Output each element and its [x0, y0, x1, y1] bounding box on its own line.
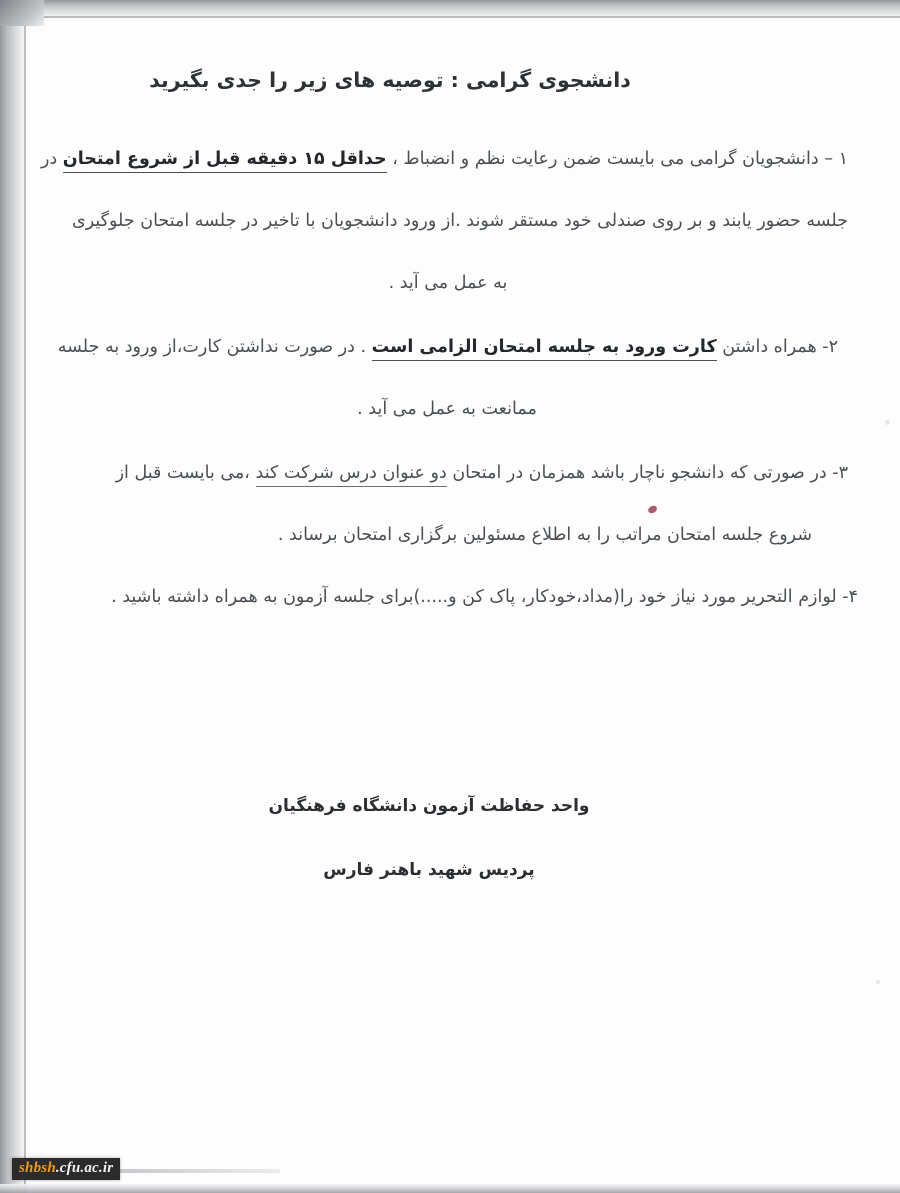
notice-item-3-line-2: شروع جلسه امتحان مراتب را به اطلاع مسئولین برگزاری امتحان برساند .	[277, 525, 812, 545]
signature-line-1: واحد حفاظت آزمون دانشگاه فرهنگیان	[268, 796, 590, 816]
notice-item-1-line-1	[40, 128, 848, 190]
notice-item-1-line-2: جلسه حضور یابند و بر روی صندلی خود مستقر شوند .از ورود دانشجویان با تاخیر در جلسه امتحان جلوگیری	[72, 211, 848, 231]
notice-item-1	[40, 128, 848, 314]
notice-item-2-line-1	[56, 316, 838, 378]
scan-bottom-streak	[120, 1169, 280, 1173]
watermark-secondary: .cfu.ac.ir	[55, 1160, 114, 1176]
emphasized-text: حداقل ۱۵ دقیقه قبل از شروع امتحان	[63, 149, 387, 173]
text-segment: ،می بایست قبل از	[115, 463, 256, 483]
watermark	[12, 1158, 120, 1180]
notice-item-3	[58, 442, 848, 566]
text-segment: ۳- در صورتی که دانشجو ناچار باشد همزمان در امتحان	[446, 463, 848, 483]
notice-item-2-line-2: ممانعت به عمل می آید .	[357, 399, 537, 419]
text-segment: در	[40, 149, 63, 169]
notice-item-2	[56, 316, 838, 440]
signature-line-2: پردیس شهید باهنر فارس	[323, 860, 535, 880]
watermark-primary: shbsh	[19, 1160, 56, 1176]
notice-item-4-line-1: ۴- لوازم التحریر مورد نیاز خود را(مداد،خودکار، پاک کن و.....)برای جلسه آزمون به همراه داشته باشید .	[111, 587, 858, 607]
underlined-text: دو عنوان درس شرکت کند	[256, 463, 447, 487]
notice-item-4	[53, 566, 858, 628]
text-segment: ۲- همراه داشتن	[716, 337, 838, 357]
emphasized-text: کارت ورود به جلسه امتحان الزامی است	[372, 337, 717, 361]
text-segment: . در صورت نداشتن کارت،از ورود به جلسه	[57, 337, 372, 357]
notice-item-3-line-1	[58, 442, 848, 504]
notice-item-1-line-3: به عمل می آید .	[388, 273, 508, 293]
page-title: دانشجوی گرامی : توصیه های زیر را جدی بگیرید	[149, 68, 631, 92]
text-segment: ۱ – دانشجویان گرامی می بایست ضمن رعایت نظم و انضباط ،	[386, 149, 848, 169]
